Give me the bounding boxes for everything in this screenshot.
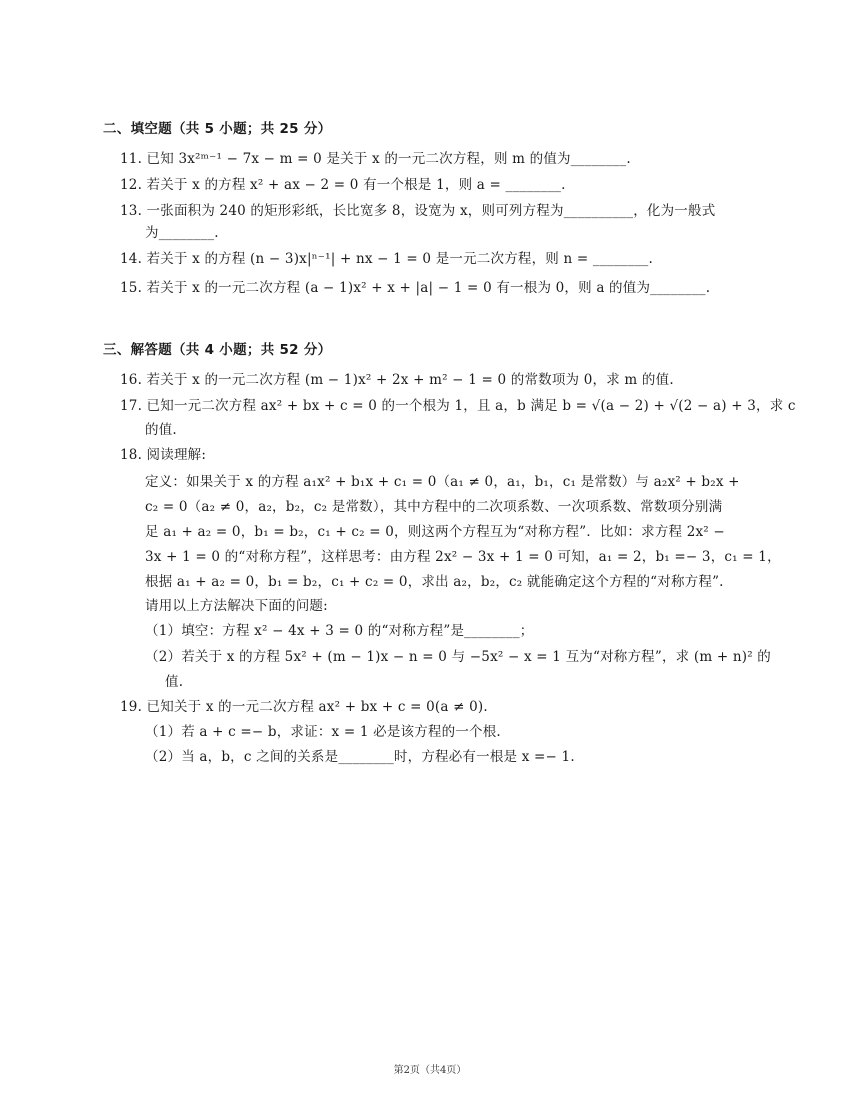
question-12: 12. 若关于 x 的方程 x² + ax − 2 = 0 有一个根是 1，则 a = ________. [120,177,566,193]
question-18-part-2-cont: 值. [165,674,184,690]
question-19: 19. 已知关于 x 的一元二次方程 ax² + bx + c = 0(a ≠ 0). [120,699,488,715]
question-18-line-1: 定义：如果关于 x 的方程 a₁x² + b₁x + c₁ = 0（a₁ ≠ 0，a₁，b₁，c₁ 是常数）与 a₂x² + b₂x + [145,474,740,490]
question-18-part-2: （2）若关于 x 的方程 5x² + (m − 1)x − n = 0 与 −5x² − x = 1 互为“对称方程”，求 (m + n)² 的 [145,649,771,665]
question-16: 16. 若关于 x 的一元二次方程 (m − 1)x² + 2x + m² − 1 = 0 的常数项为 0，求 m 的值. [120,372,674,388]
question-17: 17. 已知一元二次方程 ax² + bx + c = 0 的一个根为 1，且 a，b 满足 b = √(a − 2) + √(2 − a) + 3，求 c [120,398,796,414]
question-18-line-3: 足 a₁ + a₂ = 0，b₁ = b₂，c₁ + c₂ = 0，则这两个方程互为“对称方程”．比如：求方程 2x² − [145,524,725,540]
question-19-part-1: （1）若 a + c =− b，求证：x = 1 必是该方程的一个根. [145,724,501,740]
section-title-solve: 三、解答题（共 4 小题；共 52 分） [103,342,332,358]
question-18-part-1: （1）填空：方程 x² − 4x + 3 = 0 的“对称方程”是________； [145,623,534,639]
question-18: 18. 阅读理解: [120,447,207,463]
question-14: 14. 若关于 x 的方程 (n − 3)x|ⁿ⁻¹| + nx − 1 = 0 是一元二次方程，则 n = ________. [120,251,653,267]
question-18-line-2: c₂ = 0（a₂ ≠ 0，a₂，b₂，c₂ 是常数），其中方程中的二次项系数、一次项系数、常数项分别满 [145,499,723,515]
section-title-fill-in: 二、填空题（共 5 小题；共 25 分） [103,121,332,137]
question-18-line-4: 3x + 1 = 0 的“对称方程”，这样思考：由方程 2x² − 3x + 1 = 0 可知，a₁ = 2，b₁ =− 3，c₁ = 1， [145,549,781,565]
question-13-cont: 为________. [145,225,219,241]
question-18-line-5: 根据 a₁ + a₂ = 0，b₁ = b₂，c₁ + c₂ = 0，求出 a₂，b₂，c₂ 就能确定这个方程的“对称方程”. [145,574,724,590]
question-11: 11. 已知 3x²ᵐ⁻¹ − 7x − m = 0 是关于 x 的一元二次方程，则 m 的值为________. [120,151,631,167]
page-footer: 第2页（共4页） [393,1065,467,1076]
question-15: 15. 若关于 x 的一元二次方程 (a − 1)x² + x + |a| − 1 = 0 有一根为 0，则 a 的值为________. [120,280,711,296]
question-19-part-2: （2）当 a，b，c 之间的关系是________时，方程必有一根是 x =− 1. [145,749,575,765]
question-13: 13. 一张面积为 240 的矩形彩纸，长比宽多 8，设宽为 x，则可列方程为__________，化为一般式 [120,203,716,219]
question-17-cont: 的值. [145,422,177,438]
question-18-line-6: 请用以上方法解决下面的问题: [145,598,328,614]
